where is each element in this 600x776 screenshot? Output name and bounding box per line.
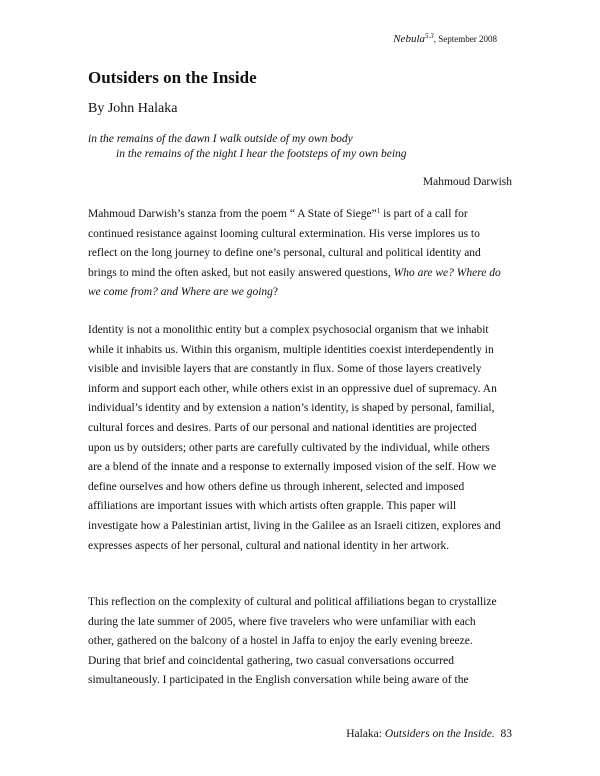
text-line: define ourselves and how others define us through inherent, selected and imposed [88, 480, 465, 493]
text-line: upon us by outsiders; other parts are carefully cultivated by the individual, while others [88, 441, 490, 454]
text-line: during the late summer of 2005, where five travelers who were unfamiliar with each [88, 615, 476, 628]
text-line: visible and invisible layers that are constantly in flux. Some of those layers creatively [88, 363, 482, 376]
paragraph-2 [88, 321, 514, 556]
text-line [88, 205, 514, 225]
running-footer [346, 728, 512, 740]
text-line: Identity is not a monolithic entity but a complex psychosocial organism that we inhabit [88, 324, 489, 336]
page-number: 83 [500, 728, 512, 740]
text-line: other, gathered on the balcony of a hostel in Jaffa to enjoy the early evening breeze. [88, 635, 473, 648]
footer-title: Outsiders on the Inside. [384, 728, 495, 740]
paragraph-1 [88, 205, 514, 303]
text-line: affiliations are important issues with which artists often grapple. This paper will [88, 500, 457, 513]
text-line [88, 264, 514, 284]
italic-questions: we come from? and Where are we going [88, 286, 273, 299]
text-line: inform and support each other, while others exist in an oppressive duel of supremacy. An [88, 382, 497, 395]
text-segment: Mahmoud Darwish’s stanza from the poem “ A State of Siege” [88, 208, 377, 220]
text-line: During that brief and coincidental gathering, two casual conversations occurred [88, 654, 454, 667]
text-line: continued resistance against looming cultural extermination. His verse implores us to [88, 227, 480, 240]
text-line: This reflection on the complexity of cultural and political affiliations began to crystallize [88, 596, 497, 608]
text-line [88, 283, 514, 303]
text-line: cultural forces and desires. Parts of our personal and national identities are projected [88, 421, 477, 434]
footer-author: Halaka: [346, 728, 385, 740]
epigraph-line-1: in the remains of the dawn I walk outside of my own body [88, 133, 353, 145]
journal-volume: 5.3 [425, 32, 434, 40]
text-line: expresses aspects of her personal, cultural and national identity in her artwork. [88, 539, 450, 552]
text-segment: ? [272, 286, 279, 299]
text-line: investigate how a Palestinian artist, living in the Galilee as an Israeli citizen, explores and [88, 519, 501, 532]
article-author: By John Halaka [88, 101, 178, 116]
text-segment: brings to mind the often asked, but not easily answered questions, [88, 266, 394, 279]
epigraph-attribution: Mahmoud Darwish [422, 176, 512, 188]
text-line: while it inhabits us. Within this organism, multiple identities coexist interdependently in [88, 343, 494, 356]
text-line: are a blend of the innate and a response to externally imposed vision of the self. How we [88, 461, 497, 474]
running-header [393, 32, 497, 45]
article-title: Outsiders on the Inside [88, 68, 257, 87]
epigraph [88, 132, 528, 162]
italic-questions: Who are we? Where do [393, 266, 501, 279]
text-line: reflect on the long journey to define one’s personal, cultural and political identity and [88, 247, 481, 260]
epigraph-line-2: in the remains of the night I hear the footsteps of my own being [116, 148, 407, 160]
footnote-marker[interactable]: 1 [376, 207, 381, 215]
issue-date: , September 2008 [433, 34, 497, 44]
paragraph-3 [88, 593, 514, 691]
text-line: simultaneously. I participated in the English conversation while being aware of the [88, 674, 469, 687]
text-segment: is part of a call for [380, 208, 468, 220]
text-line: individual’s identity and by extension a nation’s identity, is shaped by personal, familial, [88, 402, 495, 415]
journal-name: Nebula [393, 33, 425, 45]
